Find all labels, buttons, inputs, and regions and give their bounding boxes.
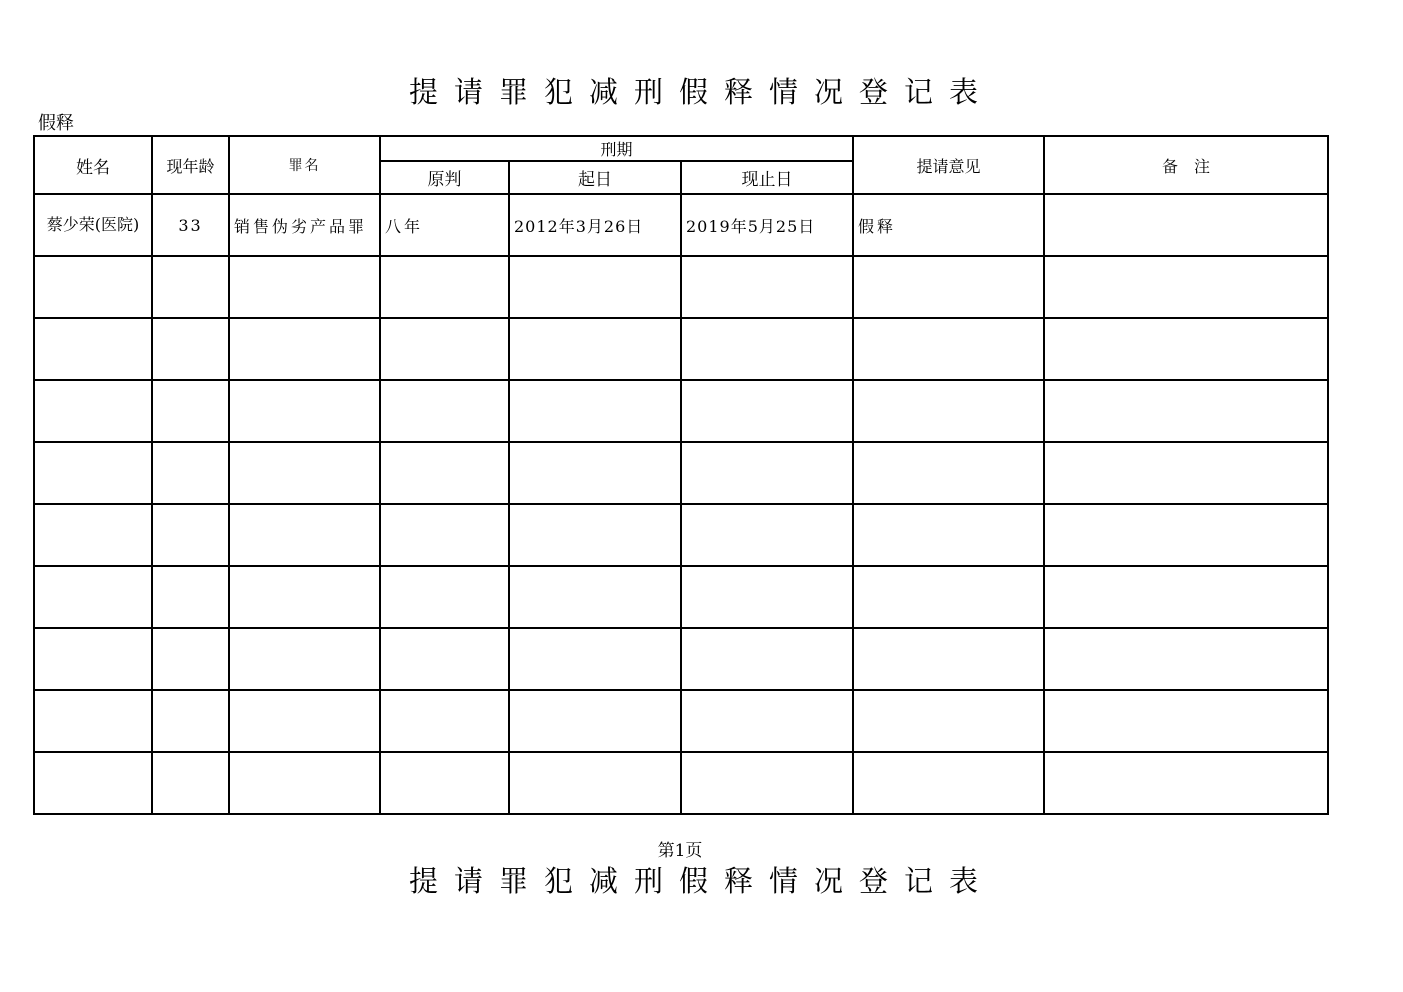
- header-sentence-group: 刑期: [380, 136, 853, 161]
- cell-age: [152, 256, 229, 318]
- cell-end-date: [681, 442, 853, 504]
- cell-original-sentence: [380, 380, 509, 442]
- cell-original-sentence: [380, 628, 509, 690]
- cell-remark: [1044, 318, 1328, 380]
- cell-remark: [1044, 504, 1328, 566]
- cell-age: [152, 380, 229, 442]
- cell-age: [152, 628, 229, 690]
- table-row: [34, 752, 1328, 814]
- cell-age: [152, 690, 229, 752]
- cell-name: [34, 256, 152, 318]
- header-crime: 罪名: [229, 136, 380, 194]
- cell-original-sentence: [380, 752, 509, 814]
- cell-crime: [229, 442, 380, 504]
- cell-start-date: [509, 752, 681, 814]
- cell-age: [152, 442, 229, 504]
- table-row: [34, 628, 1328, 690]
- table-row: [34, 504, 1328, 566]
- category-label: 假释: [38, 113, 74, 134]
- cell-original-sentence: [380, 318, 509, 380]
- table-row: [34, 194, 1328, 256]
- cell-crime: [229, 380, 380, 442]
- cell-crime: [229, 690, 380, 752]
- cell-original-sentence: [380, 442, 509, 504]
- cell-original-sentence: [380, 566, 509, 628]
- cell-name: [34, 380, 152, 442]
- cell-end-date: [681, 566, 853, 628]
- cell-crime: [229, 752, 380, 814]
- header-opinion: 提请意见: [853, 136, 1044, 194]
- cell-crime: [229, 318, 380, 380]
- table-row: [34, 256, 1328, 318]
- cell-name: [34, 504, 152, 566]
- cell-crime: [229, 504, 380, 566]
- table-row: [34, 690, 1328, 752]
- cell-end-date: [681, 318, 853, 380]
- cell-start-date: [509, 442, 681, 504]
- cell-opinion: [853, 690, 1044, 752]
- cell-name: [34, 690, 152, 752]
- cell-name: [34, 442, 152, 504]
- cell-start-date: 2012年3月26日: [509, 194, 681, 256]
- cell-end-date: [681, 380, 853, 442]
- cell-end-date: [681, 752, 853, 814]
- cell-end-date: [681, 628, 853, 690]
- cell-remark: [1044, 690, 1328, 752]
- cell-name: [34, 628, 152, 690]
- table-row: [34, 442, 1328, 504]
- cell-start-date: [509, 690, 681, 752]
- cell-end-date: [681, 504, 853, 566]
- cell-crime: 销售伪劣产品罪: [229, 194, 380, 256]
- cell-opinion: [853, 318, 1044, 380]
- header-end: 现止日: [681, 161, 853, 194]
- cell-end-date: 2019年5月25日: [681, 194, 853, 256]
- cell-remark: [1044, 194, 1328, 256]
- cell-name: [34, 752, 152, 814]
- cell-remark: [1044, 380, 1328, 442]
- cell-opinion: [853, 256, 1044, 318]
- cell-crime: [229, 628, 380, 690]
- header-age: 现年龄: [152, 136, 229, 194]
- cell-opinion: [853, 380, 1044, 442]
- cell-remark: [1044, 442, 1328, 504]
- cell-crime: [229, 256, 380, 318]
- cell-start-date: [509, 628, 681, 690]
- register-table: [33, 135, 1329, 815]
- cell-name: [34, 318, 152, 380]
- cell-opinion: [853, 442, 1044, 504]
- next-page-title: 提请罪犯减刑假释情况登记表: [408, 864, 994, 898]
- table-row: [34, 380, 1328, 442]
- cell-name: 蔡少荣(医院): [34, 194, 152, 256]
- form-title: 提请罪犯减刑假释情况登记表: [408, 75, 994, 109]
- table-body: [34, 194, 1328, 814]
- cell-name: [34, 566, 152, 628]
- cell-original-sentence: [380, 256, 509, 318]
- cell-original-sentence: 八年: [380, 194, 509, 256]
- cell-remark: [1044, 566, 1328, 628]
- cell-original-sentence: [380, 690, 509, 752]
- cell-opinion: [853, 752, 1044, 814]
- cell-start-date: [509, 256, 681, 318]
- cell-start-date: [509, 318, 681, 380]
- header-original: 原判: [380, 161, 509, 194]
- header-name: 姓名: [34, 136, 152, 194]
- cell-end-date: [681, 690, 853, 752]
- cell-original-sentence: [380, 504, 509, 566]
- cell-opinion: [853, 504, 1044, 566]
- table-row: [34, 318, 1328, 380]
- cell-remark: [1044, 628, 1328, 690]
- cell-opinion: 假释: [853, 194, 1044, 256]
- cell-crime: [229, 566, 380, 628]
- cell-age: [152, 752, 229, 814]
- cell-age: [152, 504, 229, 566]
- cell-end-date: [681, 256, 853, 318]
- cell-remark: [1044, 256, 1328, 318]
- cell-age: [152, 566, 229, 628]
- table-row: [34, 566, 1328, 628]
- cell-start-date: [509, 566, 681, 628]
- cell-age: [152, 318, 229, 380]
- cell-age: 33: [152, 194, 229, 256]
- header-remark: 备 注: [1044, 136, 1328, 194]
- cell-opinion: [853, 628, 1044, 690]
- header-start: 起日: [509, 161, 681, 194]
- cell-start-date: [509, 380, 681, 442]
- cell-remark: [1044, 752, 1328, 814]
- cell-start-date: [509, 504, 681, 566]
- page-number: 第1页: [657, 841, 703, 861]
- cell-opinion: [853, 566, 1044, 628]
